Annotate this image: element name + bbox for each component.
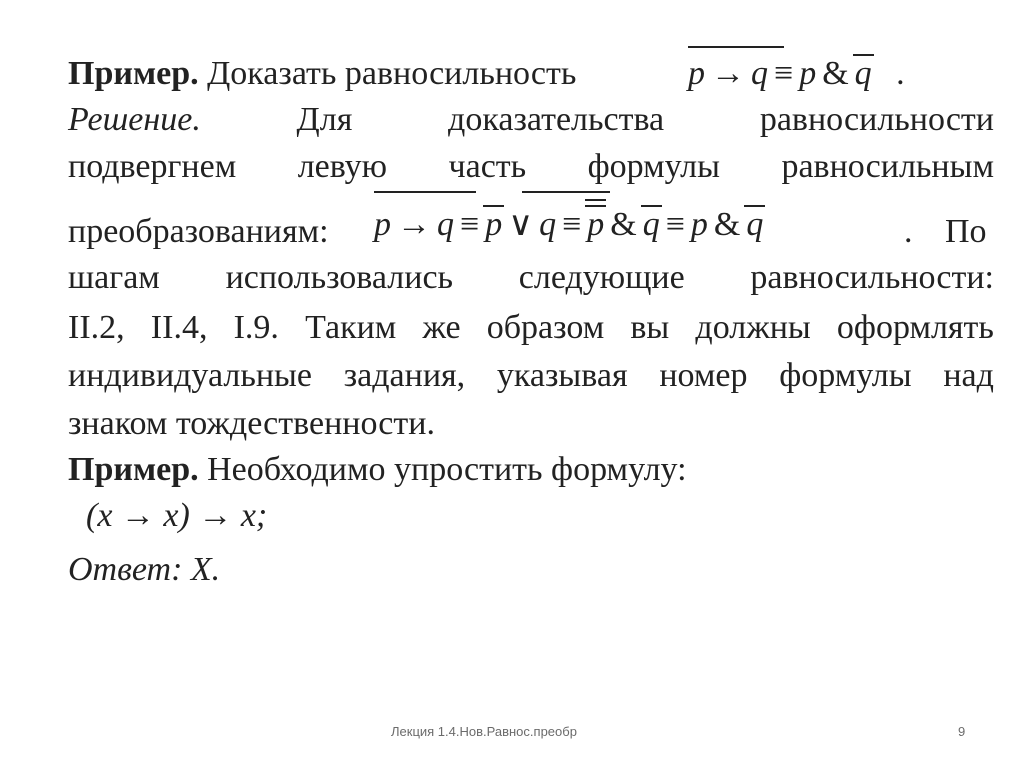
solution-line-2: подвергнем левую часть формулы равносильным [68,148,994,185]
example-2-formula: (x → x) → x; [86,497,268,534]
example-2-text: Необходимо упростить формулу: [207,451,687,488]
formula-end-dot: . [896,55,905,92]
solution-line-6: индивидуальные задания, указывая номер формулы над [68,357,994,394]
formula-overline [522,191,610,193]
formula-implication-negated: p → q ≡ p & q [688,52,872,96]
solution-line-1: Решение. Для доказательства равносильности [68,98,994,142]
example-1-text: Доказать равносильность [207,55,577,92]
solution-line-4: шагам использовались следующие равносильности: [68,259,994,296]
transformation-formula: p → q ≡ p ∨ q ≡ p & q ≡ p & q [374,203,763,247]
solution-line-3-text: преобразованиям: [68,213,329,250]
example-1-formula [688,52,905,96]
footer-title: Лекция 1.4.Нов.Равнос.преобр [391,724,577,739]
page-number: 9 [958,724,966,739]
formula-overline [374,191,476,193]
solution-line-7: знаком тождественности. [68,405,435,442]
solution-line-3-end: . По [904,213,987,250]
example-2-label: Пример. [68,451,199,488]
formula-overline [688,46,784,48]
solution-label: Решение. [68,101,201,138]
example-1-line [68,52,576,96]
solution-line-5: II.2, II.4, I.9. Таким же образом вы должны оформлять [68,309,994,346]
answer: Ответ: X. [68,551,221,588]
example-1-label: Пример. [68,55,199,92]
example-2-line [68,448,687,492]
